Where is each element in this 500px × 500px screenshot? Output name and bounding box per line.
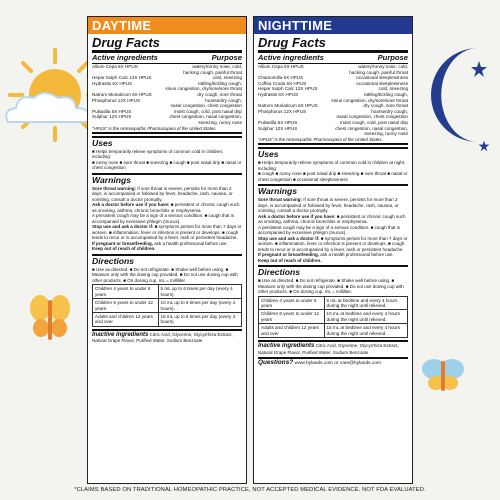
- ingredient-purpose: hoarse/dry cough,: [371, 108, 408, 114]
- directions-text: ■ Use as directed. ■ Do not refrigerate. ■ Shake well before using. ■ Measure only with the dosing cup provided. ■ Do not use dosing cup with other products. ■ On dosing cup, mL = milliliter.: [92, 266, 238, 283]
- ingredient-name: Chamomilla 6X HPUS: [258, 75, 304, 81]
- ingredient-name: Natrum Muriaticum 6X HPUS: [92, 91, 152, 97]
- inactive-ingredients: Inactive ingredients Citric Acid, Glycerine, Glycyrrhiza Extract, Natural Grape Flavor, Purified Water, Sodium Benzoate: [258, 340, 408, 355]
- ingredient-purpose: occasional sleeplessness: [356, 75, 408, 81]
- uses-items: ■ runny nose ■ sore throat ■ sneezing ■ cough ■ post nasal drip ■ nasal or chest congestion: [92, 159, 242, 171]
- ingredient-name: Hepar Sulph Calc 12X HPUS: [258, 86, 318, 92]
- directions-title: Directions: [258, 265, 408, 278]
- ingredient-name: Pulsatilla 6X HPUS: [92, 108, 132, 114]
- dosage-table: [258, 296, 408, 338]
- ingredient-purpose: moist cough, cold, post nasal drip: [339, 119, 408, 125]
- nighttime-header: NIGHTTIME: [254, 17, 412, 34]
- inactive-ingredients: Inactive ingredients Citric Acid, Glycerine, Glycyrrhiza Extract, Natural Grape Flavor, Purified Water, Sodium Benzoate: [92, 329, 242, 344]
- star-icon: [478, 140, 490, 152]
- dosage-amount: 15 mL up to 6 times per day (every 4 hours).: [158, 313, 241, 327]
- persistent-cough-warning: A persistent cough may be a sign of a serious condition. ■ cough that is accompanied by excessive phlegm (mucus).: [92, 213, 235, 224]
- active-ingredients-header: [258, 53, 408, 64]
- ingredient-list: [258, 64, 408, 137]
- nighttime-drug-facts-panel: [253, 16, 413, 484]
- purpose-label: Purpose: [377, 53, 408, 62]
- ingredient-purpose-continued: nasal congestion, chest congestion: [336, 114, 408, 120]
- keep-out-of-reach: Keep out of reach of children.: [258, 257, 322, 263]
- dosage-age: Adults and children 12 years and over: [93, 313, 159, 327]
- directions-text: ■ Use as directed. ■ Do not refrigerate. ■ Shake well before using. ■ Measure only with the dosing cup provided. ■ Do not use dosing cup with other products. ■ On dosing cup, mL = milliliter.: [258, 278, 404, 295]
- hpus-note: "HPUS" is the Homeopathic Pharmacopeia of the United States.: [258, 137, 408, 145]
- ask-doctor-warning: Ask a doctor before use if you have: ■ persistent or chronic cough such as smoking, asthma, chronic bronchitis or emphysema.: [92, 202, 240, 213]
- ingredient-purpose: dry cough, sore throat: [363, 103, 408, 109]
- stop-use-warning: Stop use and ask a doctor if: ■ symptoms persist for more than 7 days or worsen. ■ inflammation, fever or infection is present or develops. ■ cough tends to recur or is accompanied by a fever, rash or persistent headache.: [92, 224, 242, 241]
- warnings-title: Warnings: [92, 173, 242, 186]
- dosage-row: [93, 285, 242, 299]
- ingredient-purpose: cold, sneezing: [212, 75, 242, 81]
- ingredient-purpose-continued: hacking cough, painful throat: [349, 69, 408, 75]
- dosage-amount: 10 mL up to 6 times per day (every 4 hours).: [158, 299, 241, 313]
- moon-icon: [418, 40, 500, 150]
- dosage-age: Children 6 years to under 12 years: [259, 310, 325, 324]
- directions-title: Directions: [92, 254, 242, 267]
- purpose-label: Purpose: [211, 53, 242, 62]
- ingredient-name: Hydrastis 6X HPUS: [92, 80, 133, 86]
- persistent-cough-warning: A persistent cough may be a sign of a serious condition. ■ cough that is accompanied by excessive phlegm (mucus).: [258, 224, 401, 236]
- ingredient-purpose: rattling/tickling cough,: [197, 80, 242, 86]
- dosage-age: Children 6 years to under 12 years: [93, 299, 159, 313]
- ingredient-name: Allium Cepa 6X HPUS: [92, 64, 138, 69]
- uses-intro: ■ Helps temporarily relieve symptoms of common cold in children at night, including:: [258, 160, 406, 171]
- ingredient-name: Hepar Sulph Calc 12X HPUS: [92, 75, 152, 81]
- ingredient-purpose: watery/runny nose, cold,: [192, 64, 242, 69]
- active-ingredients-header: [92, 53, 242, 64]
- active-ingredients-label: Active ingredients: [92, 53, 158, 62]
- hpus-note: "HPUS" is the Homeopathic Pharmacopeia of the United States.: [92, 126, 242, 134]
- pregnancy-warning: If pregnant or breastfeeding, ask a health professional before use.: [92, 240, 228, 246]
- ingredient-name: Hydrastis 6X HPUS: [258, 91, 299, 97]
- ingredient-name: Coffea Cruda 6X HPUS: [258, 80, 307, 86]
- ingredient-name: Phosphorus 12X HPUS: [258, 108, 307, 114]
- uses-items: ■ cough ■ runny nose ■ post nasal drip ■ sneezing ■ sore throat ■ nasal or chest congestion ■ occasional sleeplessness: [258, 171, 408, 182]
- ingredient-purpose: hoarse/dry cough,: [205, 97, 242, 103]
- star-icon: [470, 60, 488, 78]
- ingredient-purpose: rattling/tickling cough,: [363, 91, 408, 97]
- dosage-age: Children 4 years to under 6 years: [93, 285, 159, 299]
- active-ingredients-label: Active ingredients: [258, 53, 324, 62]
- ingredient-purpose-continued: nasal congestion, chest congestion: [170, 103, 242, 109]
- ingredient-purpose-continued: sneezing, runny nose: [198, 119, 242, 125]
- questions-line: Questions? www.hylands.com or care@hylands.com: [258, 357, 408, 367]
- keep-out-of-reach: Keep out of reach of children.: [92, 246, 156, 252]
- dosage-row: [259, 296, 408, 310]
- ingredient-name: Sulphur 12X HPUS: [258, 125, 298, 131]
- dosage-age: Children 4 years to under 6 years: [259, 296, 325, 310]
- warnings-title: Warnings: [258, 184, 408, 197]
- ingredient-purpose: dry cough, sore throat: [197, 91, 242, 97]
- daytime-header: DAYTIME: [88, 17, 246, 34]
- ingredient-name: Pulsatilla 6X HPUS: [258, 119, 298, 125]
- ingredient-purpose: occasional sleeplessness: [356, 80, 408, 86]
- dosage-amount: 5 mL up to 6 times per day (every 4 hours).: [158, 285, 241, 299]
- dosage-row: [259, 324, 408, 338]
- ingredient-purpose-continued: sinus congestion, dry/sore/sore throat: [331, 97, 408, 103]
- uses-title: Uses: [92, 136, 242, 149]
- cloud-icon: [0, 88, 95, 128]
- ingredient-purpose: watery/runny nose, cold,: [358, 64, 408, 69]
- ingredient-purpose: chest congestion, nasal congestion,: [335, 125, 408, 131]
- drug-facts-title: Drug Facts: [92, 35, 242, 53]
- dosage-age: Adults and children 12 years and over: [259, 324, 325, 338]
- ingredient-name: Phosphorus 12X HPUS: [92, 97, 141, 103]
- ingredient-name: Sulphur 12X HPUS: [92, 114, 132, 120]
- stop-use-warning: Stop use and ask a doctor if: ■ symptoms persist for more than 7 days or worsen. ■ inflammation, fever or infection is present or develops. ■ cough tends to recur or is accompanied by a fever, rash or persistent headache.: [258, 235, 408, 252]
- butterfly-icon: [420, 355, 466, 395]
- ingredient-purpose-continued: sinus congestion, dry/sore/sore throat: [165, 86, 242, 92]
- dosage-table: [92, 284, 242, 326]
- dosage-row: [93, 313, 242, 327]
- dosage-amount: 15 mL at bedtime and every 4 hours during the night until relieved.: [324, 324, 407, 338]
- dosage-amount: 10 mL at bedtime and every 4 hours during the night until relieved.: [324, 310, 407, 324]
- ingredient-purpose: moist cough, cold, post nasal drip: [173, 108, 242, 114]
- dosage-amount: 5 mL at bedtime and every 4 hours during the night until relieved.: [324, 296, 407, 310]
- uses-title: Uses: [258, 147, 408, 160]
- drug-facts-title: Drug Facts: [258, 35, 408, 53]
- daytime-drug-facts-panel: [87, 16, 247, 484]
- dosage-row: [259, 310, 408, 324]
- uses-intro: ■ Helps temporarily relieve symptoms of common cold in children, including:: [92, 148, 224, 160]
- sore-throat-warning: Sore throat warning: If sore throat is severe, persists for more than 2 days, is accompanied or followed by fever, headache, rash, nausea, or vomiting, consult a doctor promptly.: [258, 197, 399, 214]
- butterfly-icon: [28, 290, 72, 352]
- ingredient-purpose-continued: hacking cough, painful throat: [183, 69, 242, 75]
- ingredient-name: Natrum Muriaticum 6X HPUS: [258, 103, 318, 109]
- pregnancy-warning: If pregnant or breastfeeding, ask a health professional before use.: [258, 252, 394, 258]
- ingredient-name: Allium Cepa 6X HPUS: [258, 64, 304, 69]
- sore-throat-warning: Sore throat warning: If sore throat is severe, persists for more than 2 days, is accompanied or followed by fever, headache, rash, nausea, or vomiting, consult a doctor promptly.: [92, 185, 233, 202]
- ingredient-purpose: cold, sneezing: [378, 86, 408, 92]
- ingredient-list: [92, 64, 242, 126]
- fda-disclaimer: *CLAIMS BASED ON TRADITIONAL HOMEOPATHIC PRACTICE, NOT ACCEPTED MEDICAL EVIDENCE. NOT FDA EVALUATED.: [74, 487, 426, 493]
- ingredient-purpose-continued: sneezing, runny nose: [364, 131, 408, 137]
- ingredient-purpose: chest congestion, nasal congestion,: [169, 114, 242, 120]
- ask-doctor-warning: Ask a doctor before use if you have: ■ persistent or chronic cough such as smoking, asthma, chronic bronchitis or emphysema.: [258, 213, 406, 225]
- dosage-row: [93, 299, 242, 313]
